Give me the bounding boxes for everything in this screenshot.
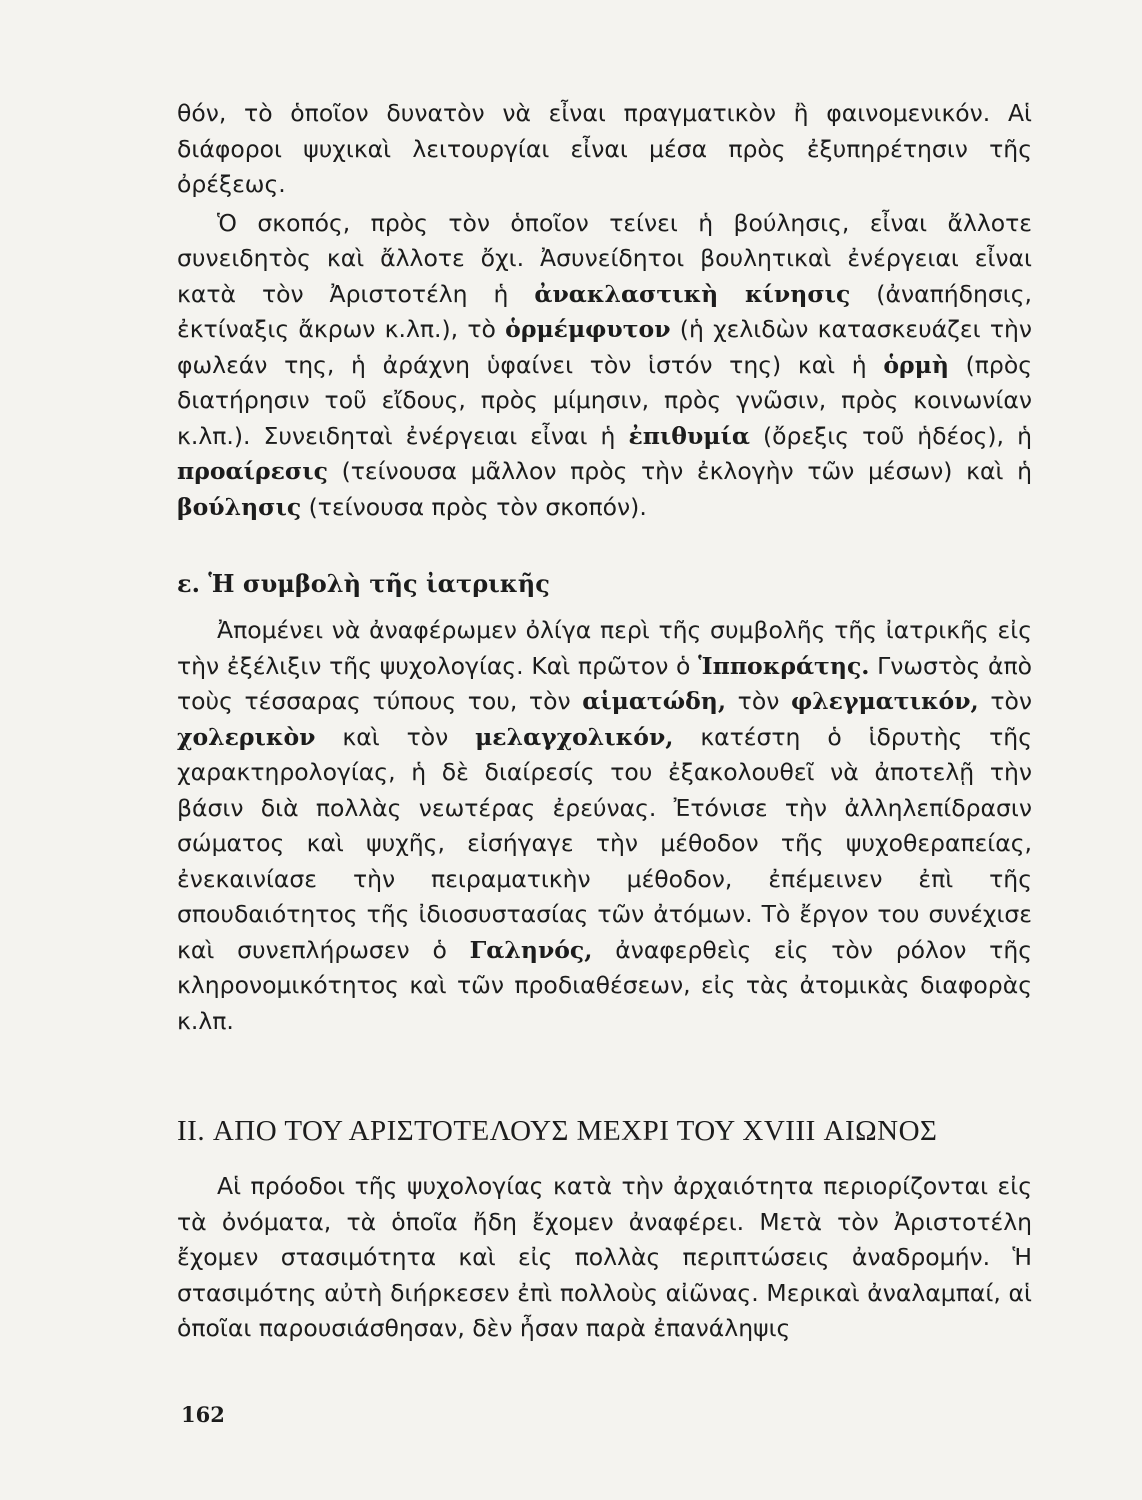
bold-term: χολερικὸν — [177, 722, 316, 751]
page-number: 162 — [181, 1402, 225, 1427]
text-run: (πρὸς διατήρησιν τοῦ εἴδους, πρὸς μίμησιν, πρὸς γνῶσιν, πρὸς κοινωνίαν κ.λπ.). Συνειδηταὶ ἐνέργειαι εἶναι ἡ — [177, 350, 1032, 450]
text-run: κατέστη ὁ ἱδρυτὴς τῆς χαρακτηρολογίας, ἡ δὲ διαίρεσίς του ἐξακολουθεῖ νὰ ἀποτελῇ τὴν βάσιν διὰ πολλὰς νεωτέρας ἐρεύνας. Ἐτόνισε τὴν ἀλληλεπίδρασιν σώματος καὶ ψυχῆς, εἰσήγαγε τὴν μέθοδον τῆς ψυχοθεραπείας, ἐνεκαινίασε τὴν πειραματικὴν μέθοδον, ἐπέμεινεν ἐπὶ τῆς σπουδαιότητος τῆς ἰδιοσυστασίας τῶν ἀτόμων. Τὸ ἔργον του συνέχισε καὶ συνεπλήρωσεν ὁ — [177, 722, 1032, 964]
text-run: τὸν — [978, 687, 1032, 715]
text-run: θόν, τὸ ὁποῖον δυνατὸν νὰ εἶναι πραγματικὸν ἢ φαινομενικόν. Αἱ διάφοροι ψυχικαὶ λειτουργίαι εἶναι μέσα πρὸς ἐξυπηρέτησιν τῆς ὀρέξεως. — [177, 99, 1032, 198]
text-run: καὶ τὸν — [315, 722, 476, 751]
text-run: (ἀναπήδησις, ἐκτίναξις ἄκρων κ.λπ.), τὸ — [177, 279, 1032, 343]
bold-term: μελαγχολικόν, — [475, 722, 674, 751]
bold-term: αἱματώδη, — [582, 687, 727, 715]
text-run: Ὁ σκοπός, πρὸς τὸν ὁποῖον τείνει ἡ βούλησις, εἶναι ἄλλοτε συνειδητὸς καὶ ἄλλοτε ὄχι. Ἀσυνείδητοι βουλητικαὶ ἐνέργειαι εἶναι κατὰ τὸν Ἀριστοτέλη ἡ — [177, 208, 1032, 308]
text-run: τὸν — [726, 687, 791, 715]
bold-term: Γαληνός, — [469, 935, 593, 964]
bold-term: ἐπιθυμία — [628, 421, 750, 450]
bold-term: φλεγματικόν, — [790, 687, 979, 715]
bold-term: ὁρμέμφυτον — [505, 315, 671, 343]
paragraph-orexis — [177, 96, 1032, 203]
paragraph-stasimotis — [177, 1169, 1032, 1347]
text-run: Αἱ πρόοδοι τῆς ψυχολογίας κατὰ τὴν ἀρχαιότητα περιορίζονται εἰς τὰ ὀνόματα, τὰ ὁποῖα ἤδη ἔχομεν ἀναφέρει. Μετὰ τὸν Ἀριστοτέλη ἔχομεν στασιμότητα καὶ εἰς πολλὰς περιπτώσεις ἀναδρομήν. Ἡ στασιμότης αὐτὴ διήρκεσεν ἐπὶ πολλοὺς αἰῶνας. Μερικαὶ ἀναλαμπαί, αἱ ὁποῖαι παρουσιάσθησαν, δὲν ἦσαν παρὰ ἐπανάληψις — [177, 1172, 1032, 1342]
text-run: ἀναφερθεὶς εἰς τὸν ρόλον τῆς κληρονομικότητος καὶ τῶν προδιαθέσεων, εἰς τὰς ἀτομικὰς διαφορὰς κ.λπ. — [177, 935, 1033, 1035]
text-run: Γνωστὸς ἀπὸ τοὺς τέσσαρας τύπους του, τὸν — [177, 651, 1032, 715]
bold-term: ὁρμὴ — [883, 350, 949, 379]
text-run: (τείνουσα μᾶλλον πρὸς τὴν ἐκλογὴν τῶν μέσων) καὶ ἡ — [327, 457, 1032, 485]
bold-term: βούλησις — [177, 492, 302, 521]
bold-term: προαίρεσις — [177, 457, 328, 485]
paragraph-iatriki — [177, 613, 1032, 1039]
text-run: Ἀπομένει νὰ ἀναφέρωμεν ὀλίγα περὶ τῆς συμβολῆς τῆς ἰατρικῆς εἰς τὴν ἐξέλιξιν τῆς ψυχολογίας. Καὶ πρῶτον ὁ — [177, 616, 1032, 680]
section-heading: ε. Ἡ συμβολὴ τῆς ἰατρικῆς — [177, 569, 550, 598]
text-run: (ὄρεξις τοῦ ἡδέος), ἡ — [749, 421, 1032, 450]
bold-term: Ἱπποκράτης. — [698, 651, 870, 680]
text-run: (ἡ χελιδὼν κατασκευάζει τὴν φωλεάν της, ἡ ἀράχνη ὑφαίνει τὸν ἱστόν της) καὶ ἡ — [177, 315, 1032, 379]
paragraph-voulisis — [177, 206, 1032, 526]
bold-term: ἀνακλαστικὴ κίνησις — [534, 279, 851, 308]
page-body — [177, 96, 1032, 1347]
text-run: (τείνουσα πρὸς τὸν σκοπόν). — [301, 492, 647, 521]
chapter-heading: II. ΑΠΟ ΤΟΥ ΑΡΙΣΤΟΤΕΛΟΥΣ ΜΕΧΡΙ ΤΟΥ XVIII ΑΙΩΝΟΣ — [177, 1115, 938, 1147]
